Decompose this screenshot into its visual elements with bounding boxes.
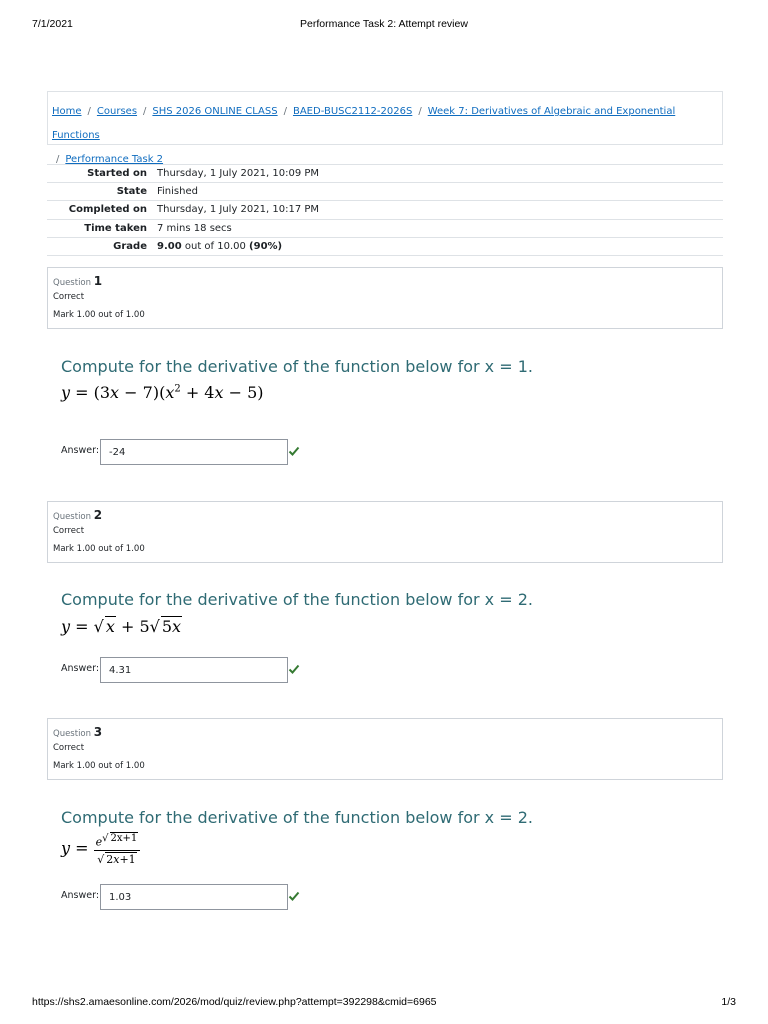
question-state: Correct	[53, 526, 85, 536]
question-info-3	[47, 718, 723, 780]
answer-label: Answer:	[61, 445, 100, 456]
summary-label: Grade	[47, 237, 151, 255]
question-word: Question	[53, 512, 92, 522]
print-footer	[32, 996, 736, 1010]
answer-label: Answer:	[61, 663, 100, 674]
question-info-2	[47, 501, 723, 563]
print-header	[32, 18, 736, 32]
question-number: 1	[93, 274, 103, 288]
summary-value: 7 mins 18 secs	[151, 219, 723, 237]
summary-label: Completed on	[47, 201, 151, 219]
breadcrumb-separator: /	[283, 106, 287, 117]
summary-row-time	[47, 219, 723, 237]
question-number: 2	[93, 508, 103, 522]
question-mark: Mark 1.00 out of 1.00	[53, 761, 145, 771]
breadcrumb-class[interactable]: SHS 2026 ONLINE CLASS	[152, 106, 278, 117]
breadcrumb-separator: /	[56, 154, 60, 165]
summary-value: Finished	[151, 183, 723, 201]
question-number: 3	[93, 725, 103, 739]
question-text-3: Compute for the derivative of the function below for x = 2.	[61, 808, 533, 827]
grade-percent: (90%)	[249, 240, 283, 252]
summary-row-state	[47, 183, 723, 201]
summary-row-completed	[47, 201, 723, 219]
breadcrumb-separator: /	[143, 106, 147, 117]
print-title: Performance Task 2: Attempt review	[300, 18, 468, 30]
summary-value: Thursday, 1 July 2021, 10:09 PM	[151, 165, 723, 183]
summary-row-grade	[47, 237, 723, 255]
attempt-summary-table	[47, 164, 723, 256]
question-formula-3: y = $\frac{e^{√ 2x+1}}{√ 2x+1}$	[61, 832, 140, 866]
answer-label: Answer:	[61, 890, 100, 901]
question-text-1: Compute for the derivative of the function below for x = 1.	[61, 357, 533, 376]
summary-value: Thursday, 1 July 2021, 10:17 PM	[151, 201, 723, 219]
summary-label: State	[47, 183, 151, 201]
breadcrumb-separator: /	[87, 106, 91, 117]
grade-out-of: out of 10.00	[181, 240, 250, 252]
check-icon	[288, 663, 300, 675]
question-state: Correct	[53, 292, 85, 302]
summary-label: Started on	[47, 165, 151, 183]
print-page-number: 1/3	[721, 996, 736, 1008]
question-formula-1: $y = (3x - 7)(x^2 + 4x - 5)$	[61, 383, 264, 402]
summary-row-started	[47, 165, 723, 183]
check-icon	[288, 890, 300, 902]
print-url: https://shs2.amaesonline.com/2026/mod/quiz/review.php?attempt=392298&cmid=6965	[32, 996, 437, 1008]
check-icon	[288, 445, 300, 457]
question-word: Question	[53, 278, 92, 288]
question-mark: Mark 1.00 out of 1.00	[53, 544, 145, 554]
answer-field[interactable]: 1.03	[100, 884, 288, 910]
answer-field[interactable]: 4.31	[100, 657, 288, 683]
breadcrumb-course[interactable]: BAED-BUSC2112-2026S	[292, 106, 413, 117]
question-mark: Mark 1.00 out of 1.00	[53, 310, 145, 320]
grade-score: 9.00	[157, 240, 182, 252]
breadcrumb-week[interactable]: Week 7: Derivatives of Algebraic and Exponential Functions	[52, 106, 676, 141]
answer-field[interactable]: -24	[100, 439, 288, 465]
question-text-2: Compute for the derivative of the function below for x = 2.	[61, 590, 533, 609]
summary-label: Time taken	[47, 219, 151, 237]
breadcrumb-home[interactable]: Home	[52, 106, 82, 117]
question-formula-2: y = √ x + 5√ 5x	[61, 617, 182, 636]
print-date: 7/1/2021	[32, 18, 73, 30]
question-word: Question	[53, 729, 92, 739]
question-state: Correct	[53, 743, 85, 753]
question-info-1	[47, 267, 723, 329]
breadcrumb-separator: /	[418, 106, 422, 117]
breadcrumb-courses[interactable]: Courses	[96, 106, 138, 117]
breadcrumb	[47, 91, 723, 165]
breadcrumb-task[interactable]: Performance Task 2	[65, 154, 164, 165]
summary-value	[151, 237, 723, 255]
